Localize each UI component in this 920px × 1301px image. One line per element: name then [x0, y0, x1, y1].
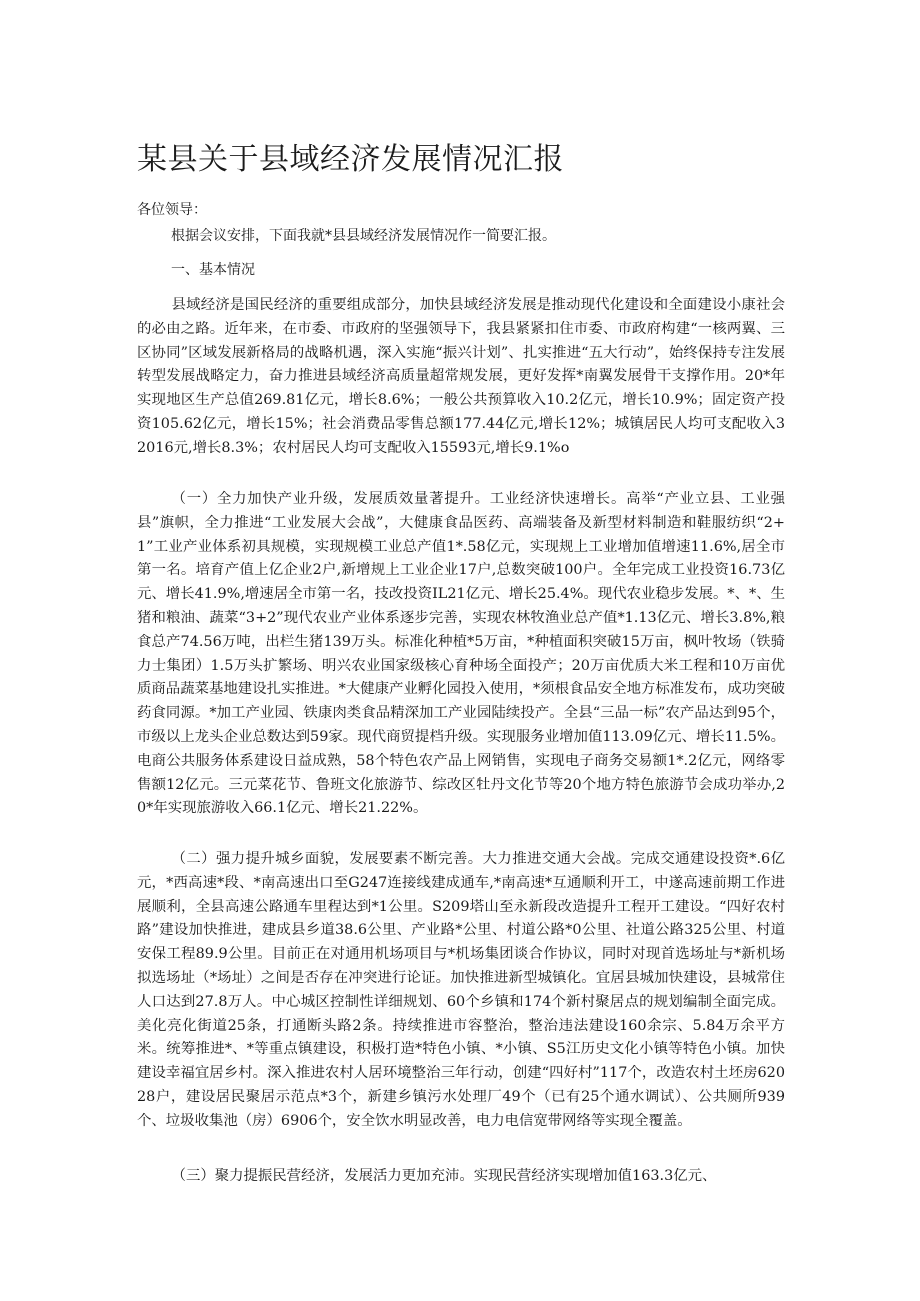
- paragraph-urban-rural: （二）强力提升城乡面貌，发展要素不断完善。大力推进交通大会战。完成交通建设投资*.6亿元，*西高速*段、*南高速出口至G247连接线建成通车,*南高速*互通顺利开工，中遂高速前期工作进展顺利，全县高速公路通车里程达到*1公里。S209塔山至永新段改造提升工程开工建设。“四好农村路”建设加快推进，建成县乡道38.6公里、产业路*公里、村道公路*0公里、社道公路325公里、村道安保工程89.9公里。目前正在对通用机场项目与*机场集团谈合作协议，同时对现首选场址与*新机场拟选场址（*场址）之间是否存在冲突进行论证。加快推进新型城镇化。宜居县城加快建设，县城常住人口达到27.8万人。中心城区控制性详细规划、60个乡镇和174个新村聚居点的规划编制全面完成。美化亮化街道25条，打通断头路2条。持续推进市容整治，整治违法建设160余宗、5.84万余平方米。统筹推进*、*等重点镇建设，积极打造*特色小镇、*小镇、S5江历史文化小镇等特色小镇。加快建设幸福宜居乡村。深入推进农村人居环境整治三年行动，创建“四好村”117个，改造农村土坯房62028户，建设居民聚居示范点*3个，新建乡镇污水处理厂49个（已有25个通水调试）、公共厕所939个、垃圾收集池（房）6906个，安全饮水明显改善，电力电信宽带网络等实现全覆盖。: [137, 851, 785, 1129]
- document-title: 某县关于县域经济发展情况汇报: [137, 142, 564, 177]
- paragraph-overview: 县域经济是国民经济的重要组成部分，加快县域经济发展是推动现代化建设和全面建设小康社会的必由之路。近年来，在市委、市政府的坚强领导下，我县紧紧扣住市委、市政府构建“一核两翼、三区协同”区域发展新格局的战略机遇，深入实施“振兴计划”、扎实推进“五大行动”，始终保持专注发展转型发展战略定力，奋力推进县域经济高质量超常规发展，更好发挥*南翼发展骨干支撑作用。20*年实现地区生产总值269.81亿元，增长8.6%；一般公共预算收入10.2亿元，增长10.9%；固定资产投资105.62亿元，增长15%；社会消费品零售总额177.44亿元,增长12%；城镇居民人均可支配收入32016元,增长8.3%；农村居民人均可支配收入15593元,增长9.1%o: [137, 297, 785, 456]
- paragraph-industry: （一）全力加快产业升级，发展质效量著提升。工业经济快速增长。高举“产业立县、工业强县”旗帜，全力推进“工业发展大会战”，大健康食品医药、高端装备及新型材料制造和鞋服纺织“2+1”工业产业体系初具规模，实现规模工业总产值1*.58亿元，实现规上工业增加值增速11.6%,居全市第一名。培育产值上亿企业2户,新增规上工业企业17户,总数突破100户。全年完成工业投资16.73亿元、增长41.9%,增速居全市第一名，技改投资IL21亿元、增长25.4%。现代农业稳步发展。*、*、生猪和粮油、蔬菜“3+2”现代农业产业体系逐步完善，实现农林牧渔业总产值*1.13亿元、增长3.8%,粮食总产74.56万吨，出栏生猪139万头。标准化种植*5万亩，*种植面积突破15万亩，枫叶牧场（铁骑力士集团）1.5万头扩繁场、明兴农业国家级核心育种场全面投产；20万亩优质大米工程和10万亩优质商品蔬菜基地建设扎实推进。*大健康产业孵化园投入使用，*须根食品安全地方标准发布，成功突破药食同源。*加工产业园、铁康肉类食品精深加工产业园陆续投产。全县“三品一标”农产品达到95个，市级以上龙头企业总数达到59家。现代商贸提档升级。实现服务业增加值113.09亿元、增长11.5%。电商公共服务体系建设日益成熟，58个特色农产品上网销售，实现电子商务交易额1*.2亿元，网络零售额12亿元。三元菜花节、鲁班文化旅游节、综改区牡丹文化节等20个地方特色旅游节会成功举办,20*年实现旅游收入66.1亿元、增长21.22%。: [137, 491, 785, 817]
- paragraph-private-economy: （三）聚力提振民营经济，发展活力更加充沛。实现民营经济实现增加值163.3亿元、: [171, 1168, 717, 1184]
- intro-paragraph: 根据会议安排，下面我就*县县域经济发展情况作一简要汇报。: [171, 228, 556, 244]
- salutation: 各位领导：: [137, 202, 207, 218]
- section-heading-basic: 一、基本情况: [171, 262, 255, 278]
